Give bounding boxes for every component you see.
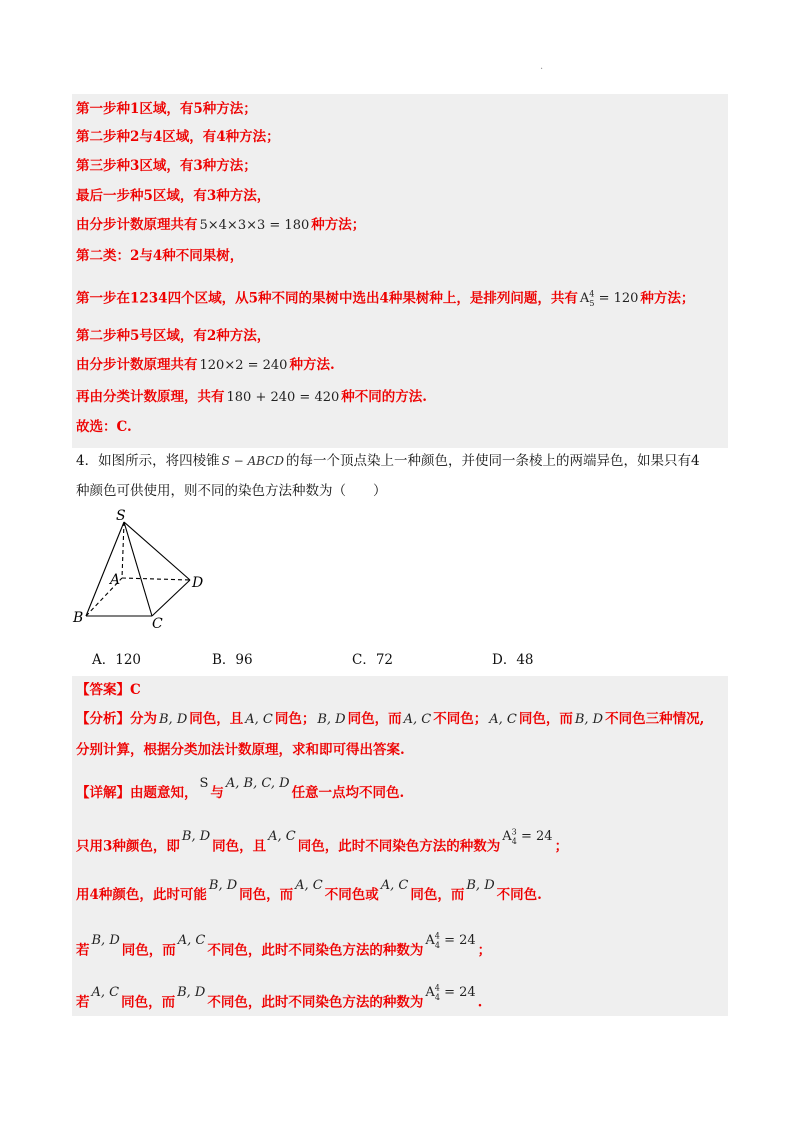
math-bd: B, D bbox=[466, 878, 495, 893]
text: 由分步计数原理共有 bbox=[76, 357, 198, 373]
text: 同色，且 bbox=[212, 838, 267, 855]
text: 只用3种颜色，即 bbox=[76, 838, 180, 855]
vertex-label-d: D bbox=[192, 575, 204, 591]
text: 同色，此时不同染色方法的种数为 bbox=[297, 838, 501, 855]
math-abcd: A, B, C, D bbox=[225, 776, 290, 791]
text: 种方法； bbox=[640, 290, 695, 307]
text: 若 bbox=[76, 994, 90, 1011]
text: 不同色或 bbox=[324, 887, 379, 903]
analysis-line-1 bbox=[76, 710, 704, 729]
option-d: D．48 bbox=[492, 652, 534, 668]
vertex-label-c: C bbox=[152, 616, 163, 632]
math-bd: B, D bbox=[159, 712, 188, 727]
text: 不同色，此时不同染色方法的种数为 bbox=[207, 994, 424, 1011]
math-ac: A, C bbox=[245, 712, 273, 727]
math-ac: A, C bbox=[380, 878, 409, 893]
math-value: = 24 bbox=[444, 985, 476, 1001]
text: 第一步在1234四个区域，从5种不同的果树中选出4种果树种上，是排列问题，共有 bbox=[76, 290, 578, 307]
text: 由分步计数原理共有 bbox=[76, 217, 198, 233]
vertex-label-s: S bbox=[116, 508, 126, 524]
solution-line-10 bbox=[76, 388, 427, 407]
vertex-label-a: A bbox=[110, 572, 121, 588]
answer-line: 【答案】C bbox=[76, 682, 141, 698]
text: 同色，且 bbox=[189, 711, 244, 727]
math-ac: A, C bbox=[295, 878, 323, 893]
math-bd: B, D bbox=[181, 829, 211, 845]
math-bd: B, D bbox=[91, 933, 120, 949]
text: 与 bbox=[210, 785, 224, 801]
option-a: A．120 bbox=[92, 652, 142, 668]
math-value: = 24 bbox=[444, 933, 476, 949]
math-bd: B, D bbox=[208, 878, 238, 893]
math-arrangement: $A^4_4 = 24$ bbox=[425, 932, 476, 950]
text: 若 bbox=[76, 942, 90, 959]
math-expr: 120×2 = 240 bbox=[199, 358, 288, 373]
question-line-2: 种颜色可供使用，则不同的染色方法种数为（ ） bbox=[76, 483, 387, 499]
text: . bbox=[477, 994, 483, 1011]
math-expr: 5×4×3×3 = 180 bbox=[199, 218, 310, 233]
text: 种不同的方法. bbox=[341, 389, 427, 405]
solution-line-9 bbox=[76, 356, 335, 375]
text: 种方法. bbox=[289, 357, 335, 373]
math-expr: 180 + 240 = 420 bbox=[226, 390, 340, 405]
solution-line-2: 第二步种2与4区域，有4种方法； bbox=[76, 129, 280, 145]
math-arrangement: $A^3_4 = 24$ bbox=[502, 828, 553, 846]
solution-line-3: 第三步种3区域，有3种方法； bbox=[76, 158, 257, 174]
solution-line-5 bbox=[76, 216, 365, 235]
option-c: C．72 bbox=[352, 652, 394, 668]
text: 同色，而 bbox=[347, 711, 402, 727]
text: 不同色； bbox=[433, 711, 488, 727]
solution-line-6: 第二类：2与4种不同果树， bbox=[76, 248, 244, 264]
math-arrangement: $A^4_4 = 24$ bbox=[425, 984, 476, 1002]
math-arrangement: $A^4_5 = 120$ bbox=[579, 290, 639, 308]
detail-line-2 bbox=[76, 828, 569, 861]
pyramid-figure bbox=[60, 500, 230, 635]
text: 种方法； bbox=[311, 217, 366, 233]
detail-line-1 bbox=[76, 776, 405, 803]
text: 不同色. bbox=[496, 887, 542, 903]
text: 不同色三种情况, bbox=[605, 711, 705, 727]
math-ac: A, C bbox=[489, 712, 517, 727]
analysis-line-2: 分别计算，根据分类加法计数原理，求和即可得出答案. bbox=[76, 742, 405, 758]
text: 【详解】由题意知， bbox=[76, 785, 198, 801]
text: 用4种颜色，此时可能 bbox=[76, 887, 207, 903]
math-ac: A, C bbox=[91, 985, 120, 1001]
math-value: = 120 bbox=[598, 291, 639, 307]
math-value: = 24 bbox=[520, 829, 553, 845]
text: 的每一个顶点染上一种颜色，并使同一条棱上的两端异色，如果只有4 bbox=[286, 453, 700, 469]
detail-line-4 bbox=[76, 932, 492, 965]
math-s: S bbox=[199, 776, 209, 791]
text: 任意一点均不同色. bbox=[291, 785, 405, 801]
text: ； bbox=[554, 838, 569, 855]
text: 同色，而 bbox=[410, 887, 465, 903]
text: 4．如图所示，将四棱锥 bbox=[76, 453, 220, 469]
text: 不同色，此时不同染色方法的种数为 bbox=[207, 942, 424, 959]
solution-line-11: 故选：C. bbox=[76, 419, 132, 435]
detail-line-3 bbox=[76, 878, 542, 905]
text: 同色，而 bbox=[121, 994, 176, 1011]
text: 同色； bbox=[274, 711, 316, 727]
text: 同色，而 bbox=[518, 711, 573, 727]
solution-line-7 bbox=[76, 286, 694, 313]
math-bd: B, D bbox=[574, 712, 604, 727]
text: 同色，而 bbox=[239, 887, 294, 903]
solution-line-1: 第一步种1区域，有5种方法； bbox=[76, 101, 257, 117]
math-pyramid: S − ABCD bbox=[221, 454, 285, 468]
text: ； bbox=[477, 942, 492, 959]
solution-line-8: 第二步种5号区域，有2种方法， bbox=[76, 328, 271, 344]
math-bd: B, D bbox=[177, 985, 206, 1001]
text: 同色，而 bbox=[121, 942, 176, 959]
solution-line-4: 最后一步种5区域，有3种方法， bbox=[76, 188, 271, 204]
math-bd: B, D bbox=[317, 712, 346, 727]
option-b: B．96 bbox=[212, 652, 253, 668]
question-line-1 bbox=[76, 452, 700, 470]
math-ac: A, C bbox=[268, 829, 296, 845]
math-ac: A, C bbox=[177, 933, 206, 949]
math-ac: A, C bbox=[403, 712, 432, 727]
vertex-label-b: B bbox=[73, 610, 84, 626]
text: 【分析】分为 bbox=[76, 711, 157, 727]
detail-line-5 bbox=[76, 984, 483, 1017]
text: 再由分类计数原理，共有 bbox=[76, 389, 225, 405]
page-dot: · bbox=[540, 64, 544, 75]
